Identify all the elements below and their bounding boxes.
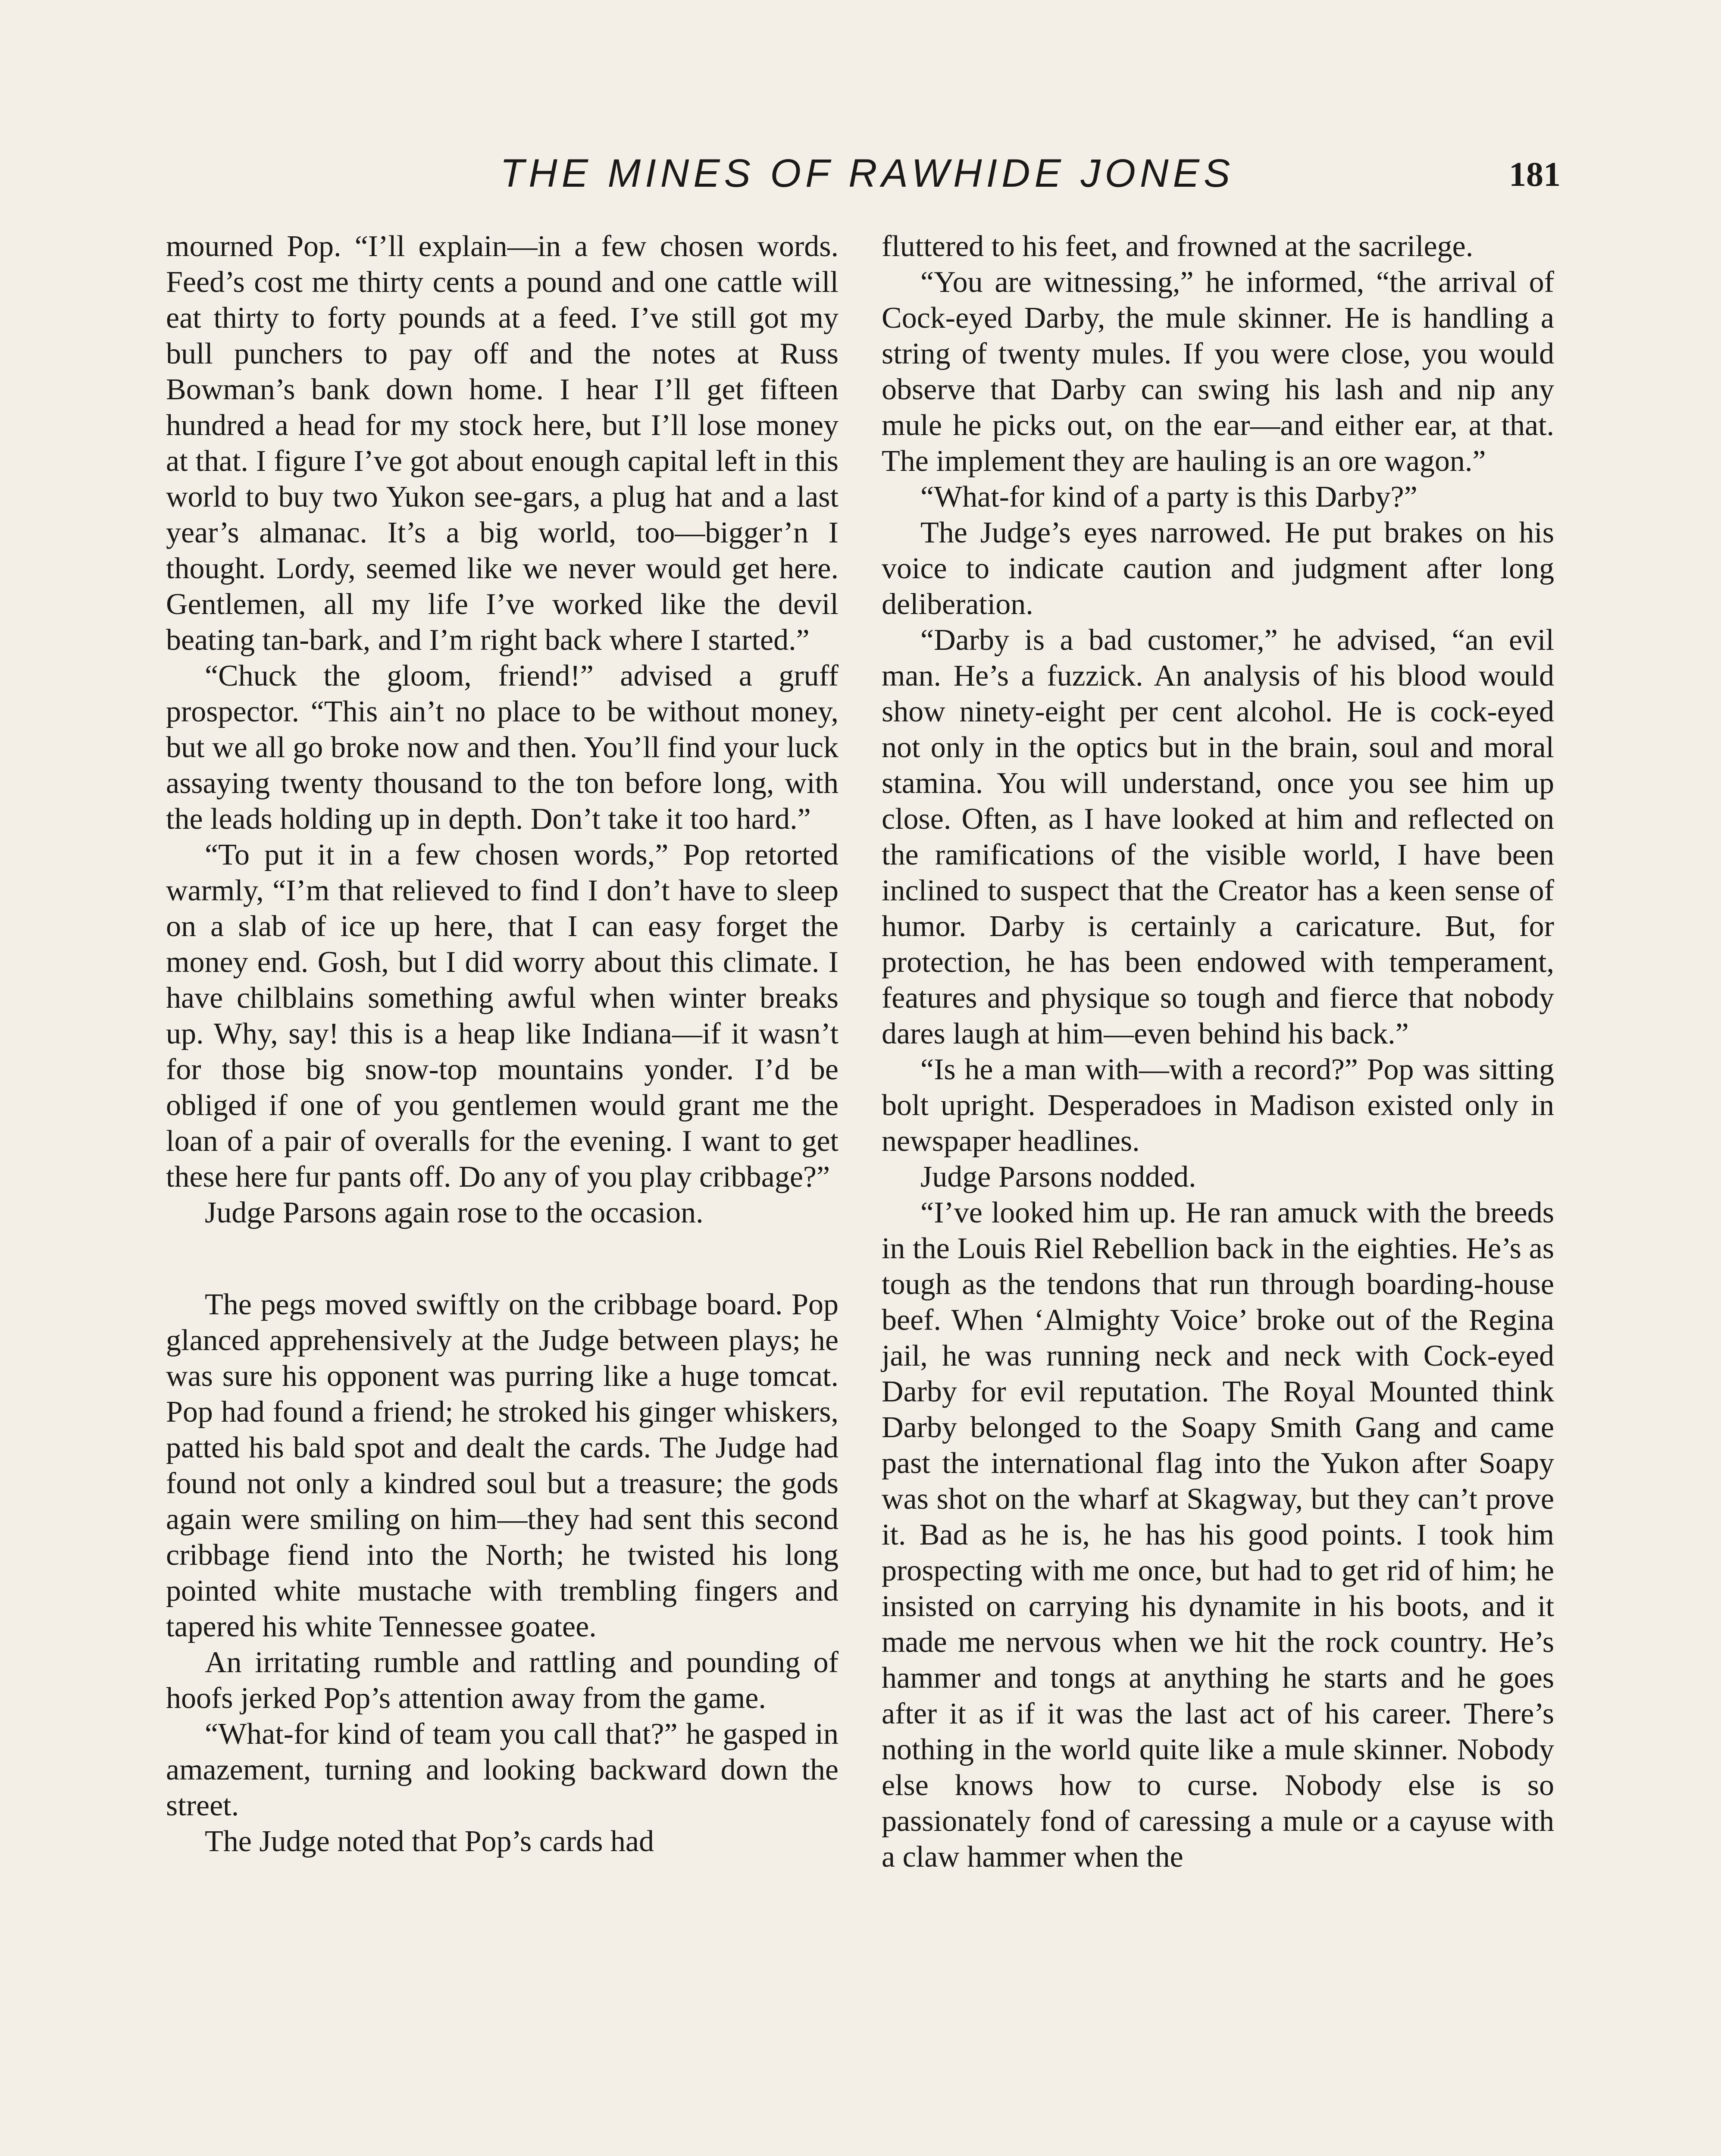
- paragraph: The Judge noted that Pop’s cards had: [205, 1825, 654, 1858]
- paragraph: “To put it in a few chosen words,” Pop retorted warmly, “I’m that relieved to find I don’t have to sleep on a slab of ice up here, that I can easy forget the money end. Gosh, but I did worry about this climate. I have chilblains something awful when winter breaks up. Why, say! this is a heap like Indiana—if it wasn’t for those big snow-top mountains yonder. I’d be obliged if one of you gentlemen would grant me the loan of a pair of overalls for the evening. I want to get these here fur pants off. Do any of you play cribbage?”: [166, 838, 839, 1194]
- paragraph: “Is he a man with—with a record?” Pop was sitting bolt upright. Desperadoes in Madison existed only in newspaper headlines.: [882, 1053, 1554, 1158]
- paragraph: “You are witnessing,” he informed, “the arrival of Cock-eyed Darby, the mule skinner. He is handling a string of twenty mules. If you were close, you would observe that Darby can swing his lash and nip any mule he picks out, on the ear—and either ear, at that. The implement they are hauling is an ore wagon.”: [882, 266, 1554, 478]
- paragraph: “What-for kind of team you call that?” he gasped in amazement, turning and looking backward down the street.: [166, 1717, 839, 1822]
- paragraph: The Judge’s eyes narrowed. He put brakes on his voice to indicate caution and judgment after long deliberation.: [882, 516, 1554, 621]
- paragraph: “Darby is a bad customer,” he advised, “an evil man. He’s a fuzzick. An analysis of his blood would show ninety-eight per cent alcohol. He is cock-eyed not only in the optics but in the brain, soul and moral stamina. You will understand, once you see him up close. Often, as I have looked at him and reflected on the ramifications of the visible world, I have been inclined to suspect that the Creator has a keen sense of humor. Darby is certainly a caricature. But, for protection, he has been endowed with temperament, features and physique so tough and fierce that nobody dares laugh at him—even behind his back.”: [882, 624, 1554, 1050]
- running-title: THE MINES OF RAWHIDE JONES: [500, 151, 1235, 195]
- paragraph: The pegs moved swiftly on the cribbage board. Pop glanced apprehensively at the Judge between plays; he was sure his opponent was purring like a huge tomcat. Pop had found a friend; he stroked his ginger whiskers, patted his bald spot and dealt the cards. The Judge had found not only a kindred soul but a treasure; the gods again were smiling on him—they had sent this second cribbage fiend into the North; he twisted his long pointed white mustache with trembling fingers and tapered his white Tennessee goatee.: [166, 1288, 839, 1643]
- paragraph: fluttered to his feet, and frowned at the sacrilege.: [882, 230, 1474, 263]
- paragraph: mourned Pop. “I’ll explain—in a few chosen words. Feed’s cost me thirty cents a pound and one cattle will eat thirty to forty pounds at a feed. I’ve still got my bull punchers to pay off and the notes at Russ Bowman’s bank down home. I hear I’ll get fifteen hundred a head for my stock here, but I’ll lose money at that. I figure I’ve got about enough capital left in this world to buy two Yukon see-gars, a plug hat and a last year’s almanac. It’s a big world, too—bigger’n I thought. Lordy, seemed like we never would get here. Gentlemen, all my life I’ve worked like the devil beating tan-bark, and I’m right back where I started.”: [166, 230, 839, 657]
- page-number: 181: [1509, 156, 1561, 194]
- right-column: [882, 229, 1554, 1875]
- page-header: [164, 151, 1561, 203]
- paragraph: “What-for kind of a party is this Darby?”: [920, 480, 1417, 514]
- paragraph: Judge Parsons nodded.: [920, 1160, 1196, 1194]
- paragraph: Judge Parsons again rose to the occasion.: [205, 1196, 704, 1229]
- paragraph: An irritating rumble and rattling and pounding of hoofs jerked Pop’s attention away from the game.: [166, 1646, 839, 1715]
- section-break: [166, 1231, 839, 1287]
- left-column: [166, 229, 839, 1859]
- paragraph: “I’ve looked him up. He ran amuck with the breeds in the Louis Riel Rebellion back in the eighties. He’s as tough as the tendons that run through boarding-house beef. When ‘Almighty Voice’ broke out of the Regina jail, he was running neck and neck with Cock-eyed Darby for evil reputation. The Royal Mounted think Darby belonged to the Soapy Smith Gang and came past the international flag into the Yukon after Soapy was shot on the wharf at Skagway, but they can’t prove it. Bad as he is, he has his good points. I took him prospecting with me once, but had to get rid of him; he insisted on carrying his dynamite in his boots, and it made me nervous when we hit the rock country. He’s hammer and tongs at anything he starts and he goes after it as if it was the last act of his career. There’s nothing in the world quite like a mule skinner. Nobody else knows how to curse. Nobody else is so passionately fond of caressing a mule or a cayuse with a claw hammer when the: [882, 1196, 1554, 1874]
- paragraph: “Chuck the gloom, friend!” advised a gruff prospector. “This ain’t no place to be without money, but we all go broke now and then. You’ll find your luck assaying twenty thousand to the ton before long, with the leads holding up in depth. Don’t take it too hard.”: [166, 659, 839, 836]
